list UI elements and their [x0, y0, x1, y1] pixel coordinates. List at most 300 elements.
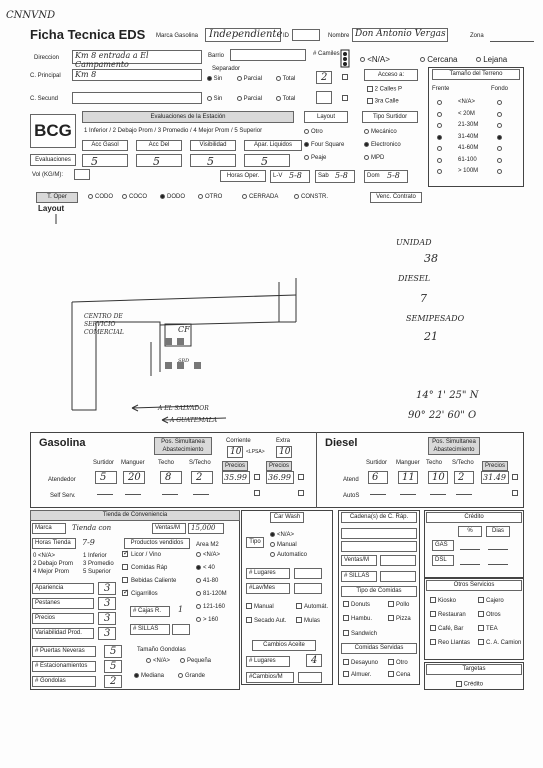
credito-pct-label: %: [458, 526, 482, 537]
camiles-count-field[interactable]: 2: [316, 71, 332, 84]
carwash-manual-check[interactable]: [246, 603, 274, 610]
rating-pestanes-value: 3: [104, 598, 111, 609]
otro-cajero-check[interactable]: [478, 597, 504, 604]
otro-restauran-check-mark: [430, 611, 436, 617]
servida-desayuno-check[interactable]: [343, 659, 378, 666]
rating-precios-field[interactable]: [98, 612, 116, 625]
sep-total-option[interactable]: Total: [276, 76, 295, 82]
t-oper-dodo[interactable]: [160, 194, 185, 200]
c-secund-field[interactable]: [72, 92, 202, 104]
t-oper-coco-label: COCO: [129, 194, 147, 201]
rating-pestanes-field[interactable]: [98, 597, 116, 610]
sep-sin-option[interactable]: Sin: [207, 76, 222, 82]
horas-tienda-value[interactable]: 7-9: [82, 538, 95, 547]
tienda-sillas-field[interactable]: [172, 624, 190, 635]
carwash-automatico-label: Automatico: [277, 552, 308, 559]
gas-self-manguer-blank[interactable]: [125, 494, 141, 495]
gas-atendedor-s-techo-field[interactable]: [191, 471, 213, 484]
count-puertas-neveras-value: 5: [110, 646, 117, 657]
otro-tea-check-mark: [478, 625, 484, 631]
sketch-note-2: DIESEL: [398, 274, 431, 283]
ventas-field[interactable]: 15,000: [188, 523, 224, 534]
credito-gas-label: GAS: [432, 540, 454, 551]
cajas-value[interactable]: 1: [178, 605, 184, 614]
surtidor-mec-nico-mark: [364, 129, 369, 134]
sketch-note-3: 7: [420, 292, 427, 305]
t-oper-otro[interactable]: [198, 194, 222, 200]
otro-caf-bar-check[interactable]: [430, 625, 463, 632]
area-label: Area M2: [196, 542, 219, 548]
frente-n-a-radio[interactable]: [437, 100, 442, 105]
frente-61-100-radio[interactable]: [437, 158, 442, 163]
count-puertas-neveras-field[interactable]: [104, 645, 122, 658]
terreno-size-20m: < 20M: [458, 110, 475, 117]
producto-licor-vino-check[interactable]: [122, 551, 161, 558]
producto-licor-vino-label: Licor / Vino: [131, 551, 161, 558]
gas-self-techo-blank[interactable]: [162, 494, 178, 495]
direccion-label: Direccion: [34, 55, 60, 61]
diesel-atend-s-techo-value: 2: [458, 472, 465, 483]
tienda-scale-4: 4 Mejor Prom: [33, 569, 70, 575]
gondola-n-a[interactable]: [146, 658, 170, 664]
evaluaciones-scale: 1 Inferior / 2 Debajo Prom / 3 Promedio / 4 Mejor Prom / 5 Superior: [84, 128, 263, 134]
diesel-precios-label: Precios: [482, 461, 508, 471]
producto-comidas-r-p-label: Comidas Ráp: [131, 564, 168, 571]
bcg-logo: BCG: [30, 114, 76, 148]
credito-gas-pct-blank[interactable]: [460, 549, 480, 550]
eval-apar-liquidos-label: Apar. Liquidos: [244, 140, 302, 151]
sec-count-field[interactable]: [316, 91, 332, 104]
credito-dsl-pct-blank[interactable]: [460, 564, 480, 565]
cadena-sillas-field[interactable]: [380, 571, 416, 582]
carwash-autom-t-check[interactable]: [296, 603, 328, 610]
cadena-field-1[interactable]: [341, 528, 417, 539]
comida-pollo-check-label: Pollo: [396, 601, 410, 608]
t-oper-otro-mark: [198, 194, 203, 199]
comida-donuts-check-mark: [343, 601, 349, 607]
targetas-title: Targetas: [426, 664, 522, 675]
diesel-auto-manguer-blank[interactable]: [400, 494, 416, 495]
cambios-mes-field[interactable]: [298, 672, 322, 683]
area-41-80[interactable]: [196, 578, 218, 584]
t-oper-dodo-mark: [160, 194, 165, 199]
eval-visibilidad-field[interactable]: [190, 154, 236, 167]
producto-licor-vino-mark: [122, 551, 128, 557]
gas-atendedor-techo-field[interactable]: [160, 471, 182, 484]
comidas-title: Comidas Servidas: [341, 643, 417, 654]
form-title: Ficha Tecnica EDS: [30, 27, 146, 42]
diesel-atend-s-techo-field[interactable]: [454, 471, 474, 484]
comida-hambu-check-mark: [343, 615, 349, 621]
diesel-atend-surtidor-value: 6: [372, 472, 379, 483]
area-81-120m[interactable]: [196, 591, 227, 597]
cadena-field-2[interactable]: [341, 541, 417, 552]
servida-almuer-check[interactable]: [343, 671, 371, 678]
sketch-label: Layout: [38, 204, 65, 213]
self-corriente-check[interactable]: [254, 490, 260, 496]
precio-corriente-field[interactable]: 35.99: [222, 471, 250, 484]
terreno-size-n-a: <N/A>: [458, 99, 476, 105]
diesel-atend-surtidor-field[interactable]: [368, 471, 388, 484]
corriente-label: Corriente: [226, 438, 251, 444]
cadena-ventas-field[interactable]: [380, 555, 416, 566]
comida-sandwich-check[interactable]: [343, 630, 377, 637]
count-estacionamientos-field[interactable]: [104, 660, 122, 673]
carwash-manual[interactable]: [270, 542, 297, 548]
vol-field[interactable]: [74, 169, 90, 180]
zona-label: Zona: [470, 33, 484, 39]
diesel-auto-check[interactable]: [512, 490, 518, 496]
tienda-title: Tienda de Conveniencia: [30, 510, 240, 521]
diesel-col-surtidor: Surtidor: [366, 460, 388, 466]
dos-calles-check[interactable]: 2 Calles P: [367, 86, 402, 93]
producto-bebidas-caliente-label: Bebidas Caliente: [131, 577, 177, 584]
camiles-na-option[interactable]: <N/A>: [360, 55, 390, 64]
otro-reo-llantas-check-label: Reo Llantas: [438, 639, 471, 646]
carwash-secado-aut-check-mark: [246, 617, 252, 623]
diesel-atend-techo-field[interactable]: [428, 471, 448, 484]
camiles-check[interactable]: [342, 74, 348, 80]
gondola-n-a-label: <N/A>: [153, 658, 171, 665]
area-81-120m-label: 81-120M: [203, 591, 227, 598]
t-oper-constr[interactable]: [294, 194, 328, 200]
comida-donuts-check-label: Donuts: [351, 601, 371, 608]
layout-four-square[interactable]: [304, 142, 344, 148]
gondola-mediana-label: Mediana: [141, 673, 165, 680]
lejana-option[interactable]: Lejana: [476, 55, 507, 64]
producto-comidas-r-p-check[interactable]: [122, 564, 167, 571]
sec-total-option[interactable]: Total: [276, 96, 295, 102]
producto-cigarrillos-check[interactable]: [122, 590, 158, 597]
t-oper-cerrada-label: CERRADA: [249, 194, 279, 201]
gasolina-title: Gasolina: [39, 437, 86, 449]
sec-parcial-option[interactable]: Parcial: [237, 96, 262, 102]
corner-note: CNNVND: [6, 10, 56, 21]
frente-41-60m-radio[interactable]: [437, 146, 442, 151]
otro-restauran-check[interactable]: [430, 611, 466, 618]
gas-col-surtidor: Surtidor: [93, 460, 115, 466]
gas-precios-label-2: Precios: [266, 461, 292, 471]
carwash-secado-aut-check[interactable]: [246, 617, 286, 624]
atendedor-label: Atendedor: [48, 477, 76, 483]
eval-acc-gasol-field[interactable]: [82, 154, 128, 167]
otro-caf-bar-check-label: Café, Bar: [438, 625, 464, 632]
comida-pizza-check[interactable]: [388, 615, 411, 622]
barrio-field[interactable]: [230, 49, 306, 61]
sketch-note-0: UNIDAD: [396, 238, 432, 247]
gas-atendedor-techo-value: 8: [165, 472, 172, 483]
ventas-label: Ventas/M: [152, 523, 186, 534]
carwash-manual-mark: [270, 542, 275, 547]
gondola-peque-a-mark: [180, 658, 185, 663]
tres-calle-check[interactable]: 3ra Calle: [367, 98, 399, 105]
fondo-31-40m-radio[interactable]: [497, 135, 502, 140]
fondo-n-a-radio[interactable]: [497, 100, 502, 105]
comida-pizza-check-mark: [388, 615, 394, 621]
barrio-label: Barrio: [208, 53, 225, 59]
direccion-field[interactable]: Km 8 entrada a El Campamento: [72, 50, 202, 64]
zona-line: [490, 41, 534, 42]
surtidor-mpd-label: MPD: [371, 155, 385, 162]
t-oper-coco[interactable]: [122, 194, 147, 200]
count-puertas-neveras-label: # Puertas Neveras: [32, 646, 96, 657]
tienda-marca-label: Marca: [32, 523, 66, 534]
fondo-20m-radio[interactable]: [497, 112, 502, 117]
diesel-pos-label: Pos. Simultanea Abastecimiento: [428, 437, 480, 455]
rating-variabilidad-prod-field[interactable]: [98, 627, 116, 640]
extra-field[interactable]: 10: [276, 446, 292, 458]
layout-otro-mark: [304, 129, 309, 134]
rating-apariencia-field[interactable]: [98, 582, 116, 595]
vol-label: Vol (KG/M):: [32, 172, 64, 178]
carwash-lugares-label: # Lugares: [246, 568, 290, 579]
precio-extra-field[interactable]: 36.99: [266, 471, 294, 484]
cambios-lugares-field[interactable]: 4: [306, 654, 322, 667]
traffic-light-icon: [339, 49, 351, 69]
count-estacionamientos-label: # Estacionamientos: [32, 661, 96, 672]
gas-col-s-techo: S/Techo: [189, 460, 211, 466]
cadena-sillas-label: # SILLAS: [341, 571, 377, 582]
credito-title: Crédito: [426, 512, 522, 523]
layout-otro[interactable]: [304, 129, 323, 135]
eval-apar-liquidos-value: 5: [261, 155, 268, 168]
producto-comidas-r-p-mark: [122, 564, 128, 570]
gondola-peque-a[interactable]: [180, 658, 211, 664]
productos-label: Productos vendidos: [124, 538, 190, 549]
c-principal-field[interactable]: Km 8: [72, 69, 202, 81]
comida-pollo-check-mark: [388, 601, 394, 607]
marca-field[interactable]: Independiente: [205, 28, 281, 42]
cambios-mes-label: #Cambios/M: [246, 672, 294, 683]
carwash-manual-check-label: Manual: [254, 603, 274, 610]
otro-cajero-check-mark: [478, 597, 484, 603]
frente-20m-radio[interactable]: [437, 112, 442, 117]
surtidor-electronico-label: Electronico: [371, 142, 401, 149]
surtidor-mpd[interactable]: [364, 155, 384, 161]
gas-atendedor-surtidor-value: 5: [100, 472, 107, 483]
carwash-manual-check-mark: [246, 603, 252, 609]
dom-field[interactable]: Dom 5-8: [364, 170, 408, 183]
diesel-auto-surtidor-blank[interactable]: [370, 494, 386, 495]
diesel-auto-s-techo-blank[interactable]: [456, 494, 472, 495]
gas-atendedor-manguer-value: 20: [128, 472, 141, 483]
t-oper-constr-mark: [294, 194, 299, 199]
eval-acc-gasol-value: 5: [91, 155, 98, 168]
fondo-100m-radio[interactable]: [497, 169, 502, 174]
fondo-21-30m-radio[interactable]: [497, 123, 502, 128]
nombre-field[interactable]: Don Antonio Vergas: [352, 28, 448, 42]
gondola-peque-a-label: Pequeña: [187, 658, 212, 665]
credito-gas-dias-blank[interactable]: [488, 549, 508, 550]
frente-100m-radio[interactable]: [437, 169, 442, 174]
diesel-atend-manguer-field[interactable]: [398, 471, 418, 484]
t-oper-codo[interactable]: [88, 194, 113, 200]
t-oper-constr-label: CONSTR.: [301, 194, 328, 201]
sab-field[interactable]: Sab 5-8: [315, 170, 355, 183]
horas-tienda-label: Horas Tienda: [32, 538, 76, 549]
rating-precios-value: 3: [104, 613, 111, 624]
layout-four-square-label: Four Square: [311, 142, 345, 149]
evaluaciones-title: Evaluaciones de la Estación: [82, 111, 294, 123]
layout-peaje-mark: [304, 155, 309, 160]
area-40-label: < 40: [203, 565, 215, 572]
comida-sandwich-check-mark: [343, 630, 349, 636]
producto-cigarrillos-mark: [122, 590, 128, 596]
layout-peaje[interactable]: [304, 155, 326, 161]
otro-reo-llantas-check[interactable]: [430, 639, 470, 646]
sep-parcial-option[interactable]: Parcial: [237, 76, 262, 82]
carwash-n-a-label: <N/A>: [277, 532, 295, 539]
carwash-lugares-field[interactable]: [294, 568, 322, 579]
t-oper-cerrada[interactable]: [242, 194, 278, 200]
fondo-41-60m-radio[interactable]: [497, 146, 502, 151]
gas-self-s-techo-blank[interactable]: [193, 494, 209, 495]
gas-col-manguer: Manguer: [121, 460, 145, 466]
gondola-n-a-mark: [146, 658, 151, 663]
tienda-sillas-label: # SILLAS: [130, 624, 170, 635]
precio-extra-check[interactable]: [298, 474, 304, 480]
surtidor-mec-nico-label: Mecánico: [371, 129, 397, 136]
carwash-autom-t-check-mark: [296, 603, 302, 609]
frente-31-40m-radio[interactable]: [437, 135, 442, 140]
t-oper-otro-label: OTRO: [205, 194, 223, 201]
otro-otros-check[interactable]: [478, 611, 501, 618]
carwash-mulas-check[interactable]: [296, 617, 320, 624]
gas-col-techo: Techo: [158, 460, 175, 466]
otro-otros-check-label: Otros: [486, 611, 501, 618]
diesel-precio-field[interactable]: 31.49: [481, 471, 509, 484]
sketch-note-5: 21: [424, 330, 438, 343]
gondola-grande[interactable]: [178, 673, 205, 679]
diesel-precio-check[interactable]: [512, 474, 518, 480]
comida-donuts-check[interactable]: [343, 601, 370, 608]
producto-bebidas-caliente-mark: [122, 577, 128, 583]
eval-acc-del-field[interactable]: [136, 154, 182, 167]
fuel-divider: [316, 432, 317, 508]
diesel-auto-techo-blank[interactable]: [430, 494, 446, 495]
sec-sin-option[interactable]: Sin: [207, 96, 222, 102]
area-121-160[interactable]: [196, 604, 225, 610]
layout-peaje-label: Peaje: [311, 155, 327, 162]
credito-dsl-label: DSL: [432, 555, 454, 566]
targetas-credito-check[interactable]: Crédito: [456, 681, 483, 688]
comida-pollo-check[interactable]: [388, 601, 409, 608]
centro-label: CENTRO DE SERVICIO COMERCIAL: [84, 313, 124, 336]
carwash-n-a[interactable]: [270, 532, 294, 538]
diesel-col-manguer: Manguer: [396, 460, 420, 466]
servida-otro-check-mark: [388, 659, 394, 665]
corriente-field[interactable]: 10: [227, 446, 243, 458]
gondola-mediana[interactable]: [134, 673, 164, 679]
otro-tea-check[interactable]: [478, 625, 498, 632]
tienda-scale-5: 5 Superior: [83, 569, 111, 575]
credito-dsl-dias-blank[interactable]: [488, 564, 508, 565]
count-gondolas-field[interactable]: [104, 675, 122, 688]
precio-corriente-check[interactable]: [254, 474, 260, 480]
terreno-size-21-30m: 21-30M: [458, 122, 479, 128]
camiles-label: # Camiles: [313, 51, 340, 57]
terreno-size-100m: > 100M: [458, 168, 479, 174]
lv-field[interactable]: L-V 5-8: [270, 170, 310, 183]
tipo-comidas-title: Tipo de Comidas: [341, 586, 417, 597]
rating-variabilidad-prod-label: Variabilidad Prod.: [32, 628, 94, 639]
terreno-size-31-40m: 31-40M: [458, 133, 479, 140]
id-field[interactable]: [292, 29, 320, 41]
comida-hambu-check[interactable]: [343, 615, 372, 622]
fondo-label: Fondo: [491, 86, 509, 92]
cadena-title: Cadena(s) de C. Ráp.: [341, 512, 417, 523]
eval-apar-liquidos-field[interactable]: [244, 154, 290, 167]
otro-otros-check-mark: [478, 611, 484, 617]
cf-label: CF: [178, 325, 190, 334]
surtidor-electronico[interactable]: [364, 142, 401, 148]
area-n-a[interactable]: [196, 552, 220, 558]
gas-self-surtidor-blank[interactable]: [97, 494, 113, 495]
area-160[interactable]: [196, 617, 218, 623]
producto-bebidas-caliente-check[interactable]: [122, 577, 176, 584]
otro-kiosko-check-label: Kiosko: [438, 597, 457, 604]
eval-acc-del-value: 5: [153, 155, 160, 168]
gas-atendedor-surtidor-field[interactable]: [95, 471, 117, 484]
sketch-note-1: 38: [424, 252, 438, 265]
servida-otro-check[interactable]: [388, 659, 408, 666]
terreno-size-61-100: 61-100: [458, 156, 477, 163]
surtidor-mec-nico[interactable]: [364, 129, 397, 135]
gas-atendedor-manguer-field[interactable]: [123, 471, 145, 484]
otro-c-a-camion-check[interactable]: [478, 639, 521, 646]
frente-21-30m-radio[interactable]: [437, 123, 442, 128]
carwash-automatico-mark: [270, 552, 275, 557]
arrow-label-2: A GUATEMALA: [170, 417, 218, 424]
otro-caf-bar-check-mark: [430, 625, 436, 631]
area-81-120m-mark: [196, 591, 201, 596]
cajas-label: # Cajas R.: [130, 606, 170, 617]
lav-mes-field[interactable]: [294, 583, 322, 594]
area-121-160-mark: [196, 604, 201, 609]
otro-kiosko-check[interactable]: [430, 597, 456, 604]
diesel-atend-manguer-value: 11: [402, 472, 415, 483]
servida-cena-check[interactable]: [388, 671, 410, 678]
surtidor-title: Tipo Surtidor: [362, 111, 418, 123]
fondo-61-100-radio[interactable]: [497, 158, 502, 163]
carwash-automatico[interactable]: [270, 552, 307, 558]
t-oper-coco-mark: [122, 194, 127, 199]
servida-desayuno-check-label: Desayuno: [351, 659, 379, 666]
t-oper-dodo-label: DODO: [167, 194, 185, 201]
area-160-mark: [196, 617, 201, 622]
gas-atendedor-s-techo-value: 2: [196, 472, 203, 483]
layout-otro-label: Otro: [311, 129, 323, 136]
rating-apariencia-label: Apariencia: [32, 583, 94, 594]
otro-c-a-camion-check-mark: [478, 639, 484, 645]
carwash-autom-t-check-label: Automát.: [304, 603, 329, 610]
area-40[interactable]: [196, 565, 215, 571]
eval-visibilidad-value: 5: [207, 155, 214, 168]
area-40-mark: [196, 565, 201, 570]
cercana-option[interactable]: Cercana: [420, 55, 457, 64]
tienda-marca-value[interactable]: Tienda con: [72, 524, 112, 532]
self-extra-check[interactable]: [298, 490, 304, 496]
carwash-n-a-mark: [270, 532, 275, 537]
gondola-mediana-mark: [134, 673, 139, 678]
tienda-scale-3: 3 Promedio: [83, 561, 114, 567]
carwash-manual-label: Manual: [277, 542, 297, 549]
count-gondolas-label: # Gondolas: [32, 676, 96, 687]
sec-check[interactable]: [342, 95, 348, 101]
t-oper-label: T. Oper: [36, 192, 78, 203]
rating-pestanes-label: Pestanes: [32, 598, 94, 609]
count-estacionamientos-value: 5: [110, 661, 117, 672]
